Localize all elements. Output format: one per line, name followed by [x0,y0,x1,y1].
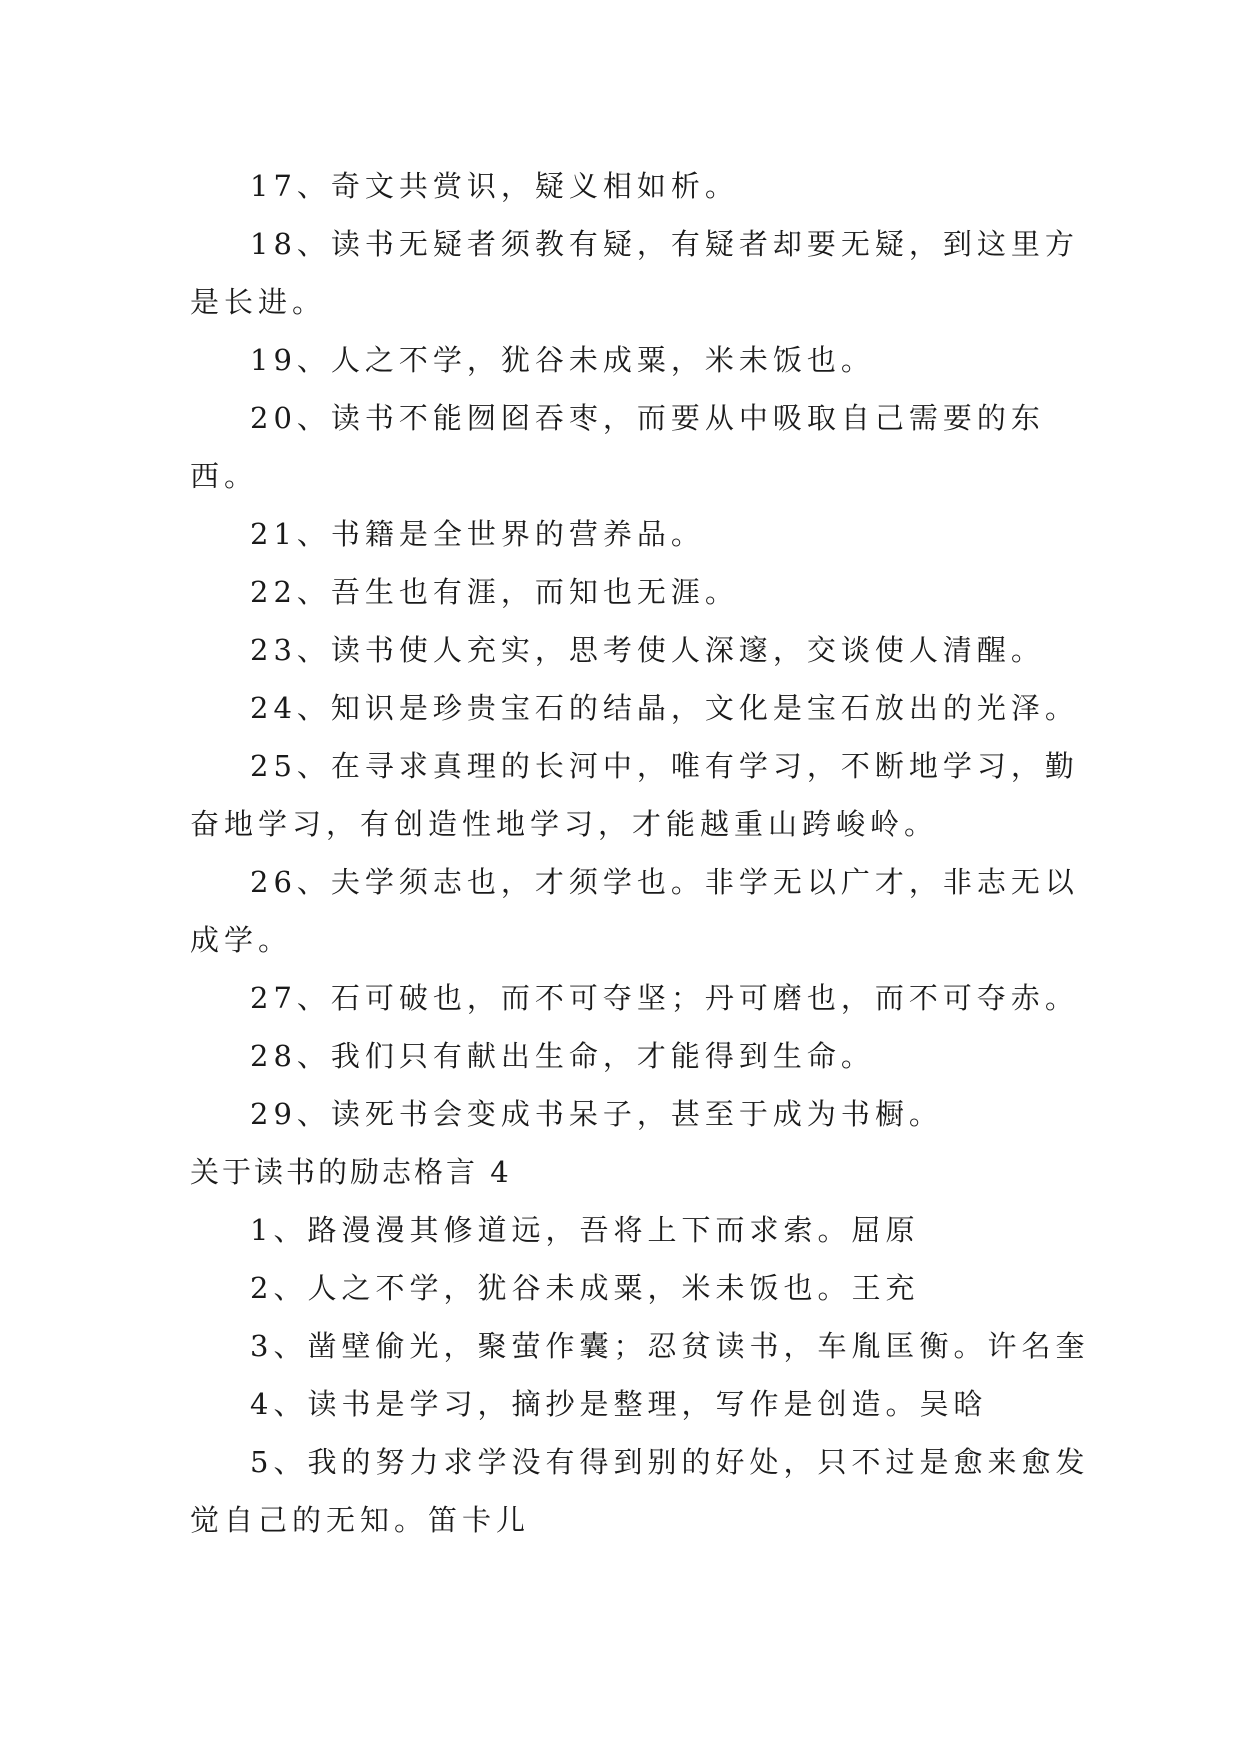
quote-19: 19、人之不学，犹谷未成粟，米未饭也。 [250,343,875,377]
quote-20: 20、读书不能囫囵吞枣，而要从中吸取自己需要的东西。 [190,401,1045,493]
quote-4-1: 1、路漫漫其修道远，吾将上下而求索。屈原 [250,1213,920,1247]
quote-4-3: 3、凿壁偷光，聚萤作囊；忍贫读书，车胤匡衡。许名奎 [250,1329,1090,1363]
document-body [190,157,1090,1549]
quote-25: 25、在寻求真理的长河中，唯有学习，不断地学习，勤奋地学习，有创造性地学习，才能越重山跨峻岭。 [190,749,1079,841]
quote-21: 21、书籍是全世界的营养品。 [250,517,705,551]
quote-24: 24、知识是珍贵宝石的结晶，文化是宝石放出的光泽。 [250,691,1079,725]
quote-27: 27、石可破也，而不可夺坚；丹可磨也，而不可夺赤。 [250,981,1079,1015]
quote-26: 26、夫学须志也，才须学也。非学无以广才，非志无以成学。 [190,865,1079,957]
quote-18: 18、读书无疑者须教有疑，有疑者却要无疑，到这里方是长进。 [190,227,1079,319]
quote-23: 23、读书使人充实，思考使人深邃，交谈使人清醒。 [250,633,1045,667]
quote-4-5: 5、我的努力求学没有得到别的好处，只不过是愈来愈发觉自己的无知。笛卡儿 [190,1445,1090,1537]
quote-4-4: 4、读书是学习，摘抄是整理，写作是创造。吴晗 [250,1387,988,1421]
section-heading: 关于读书的励志格言 4 [190,1155,512,1189]
quote-4-2: 2、人之不学，犹谷未成粟，米未饭也。王充 [250,1271,920,1305]
quote-22: 22、吾生也有涯，而知也无涯。 [250,575,739,609]
quote-29: 29、读死书会变成书呆子，甚至于成为书橱。 [250,1097,943,1131]
quote-17: 17、奇文共赏识，疑义相如析。 [250,169,739,203]
quote-28: 28、我们只有献出生命，才能得到生命。 [250,1039,875,1073]
